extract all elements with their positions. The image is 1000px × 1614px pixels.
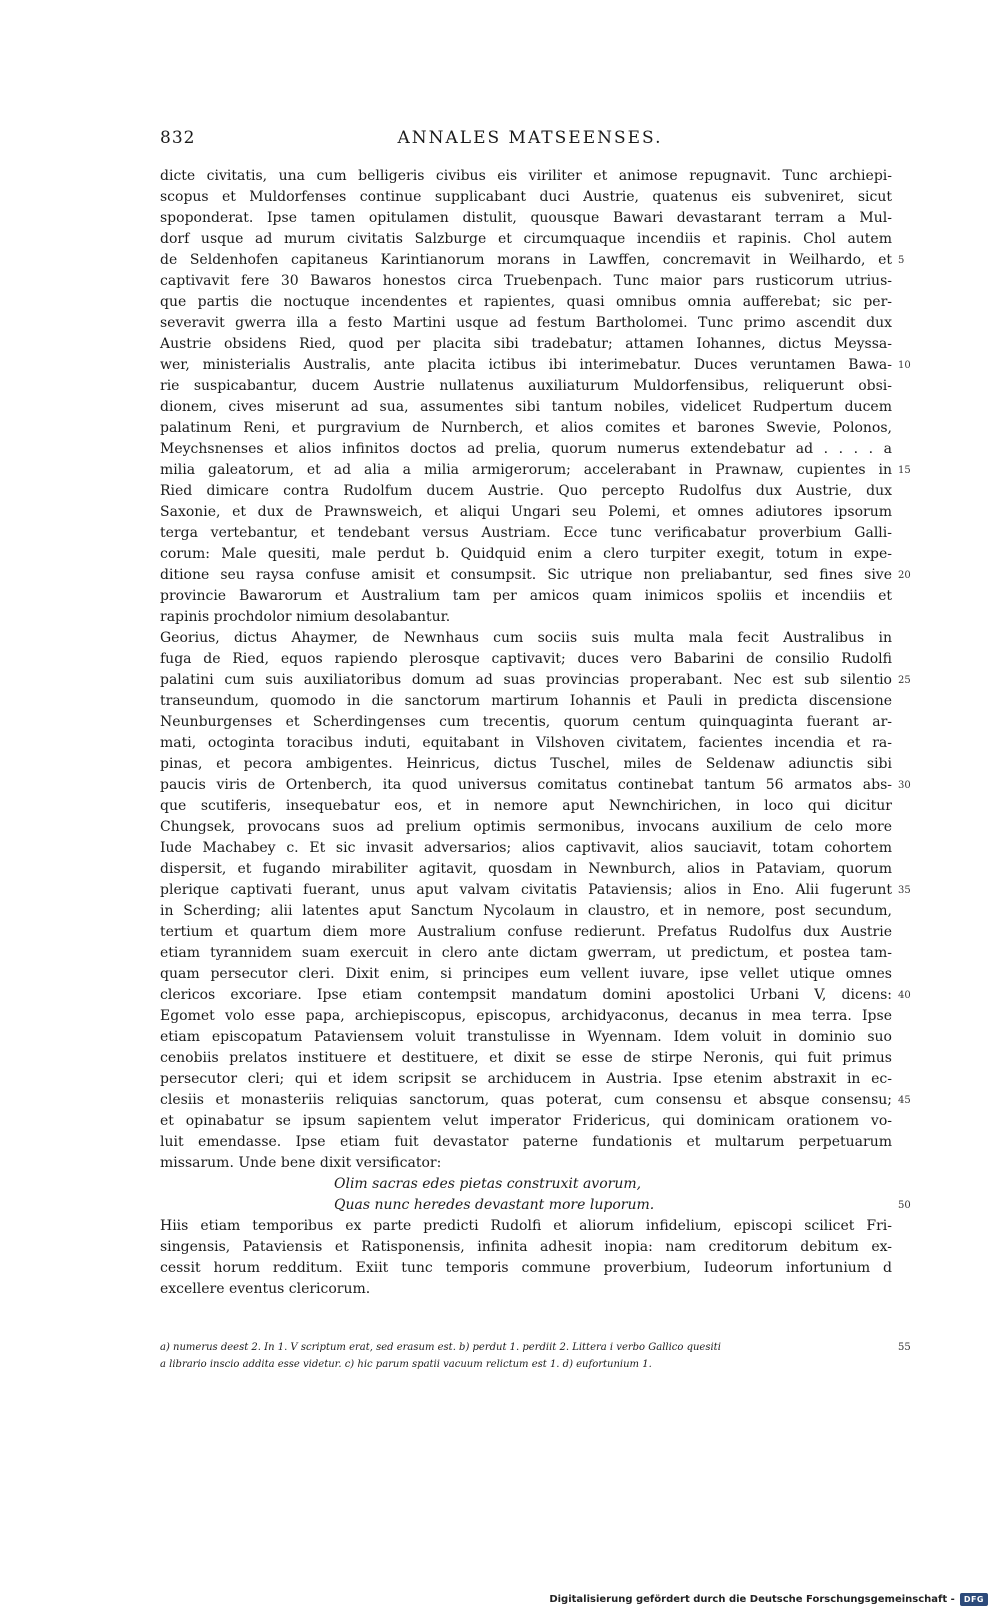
text-line bbox=[160, 166, 892, 187]
line-text: milia galeatorum, et ad alia a milia armigerorum; accelerabant in Prawnaw, cupientes in bbox=[160, 462, 892, 478]
line-text: Georius, dictus Ahaymer, de Newnhaus cum sociis suis multa mala fecit Australibus in bbox=[160, 630, 892, 646]
line-number: 25 bbox=[898, 675, 911, 686]
line-text: Hiis etiam temporibus ex parte predicti Rudolfi et aliorum infidelium, episcopi scilicet Fri- bbox=[160, 1218, 892, 1234]
line-text: Meychsnenses et alios infinitos doctos ad prelia, quorum numerus extendebatur ad . . . . a bbox=[160, 441, 892, 457]
text-line bbox=[160, 1216, 892, 1237]
verse-line bbox=[160, 1195, 911, 1216]
line-text: corum: Male quesiti, male perdut b. Quidquid enim a clero turpiter exegit, totum in expe- bbox=[160, 546, 892, 562]
line-text: pinas, et pecora ambigentes. Heinricus, dictus Tuschel, miles de Seldenaw adiunctis sibi bbox=[160, 756, 892, 772]
line-text: dicte civitatis, una cum belligeris civibus eis viriliter et animose repugnavit. Tunc archiepi- bbox=[160, 168, 892, 184]
text-line bbox=[160, 1090, 911, 1111]
line-text: Quas nunc heredes devastant more luporum. bbox=[334, 1197, 655, 1213]
line-number: 15 bbox=[898, 465, 911, 476]
running-title: ANNALES MATSEENSES. bbox=[397, 128, 663, 148]
line-number: 35 bbox=[898, 885, 911, 896]
line-text: plerique captivati fuerant, unus aput valvam civitatis Pataviensis; alios in Eno. Alii fugerunt bbox=[160, 882, 892, 898]
text-line bbox=[160, 586, 892, 607]
text-line bbox=[160, 838, 892, 859]
line-text: que partis die noctuque incendentes et rapientes, quasi omnibus omnia aufferebat; sic per- bbox=[160, 294, 892, 310]
line-text: tertium et quartum diem more Australium confuse redierunt. Prefatus Rudolfus dux Austrie bbox=[160, 924, 892, 940]
line-number: 45 bbox=[898, 1095, 911, 1106]
text-line bbox=[160, 250, 905, 271]
text-line bbox=[160, 1258, 892, 1279]
digitization-credit bbox=[549, 1591, 988, 1607]
text-line bbox=[160, 775, 911, 796]
text-line bbox=[160, 922, 892, 943]
text-line bbox=[160, 880, 911, 901]
text-line bbox=[160, 985, 911, 1006]
text-line bbox=[160, 754, 892, 775]
line-text: Chungsek, provocans suos ad prelium optimis sermonibus, invocans auxilium de celo more bbox=[160, 819, 892, 835]
line-number: 20 bbox=[898, 570, 911, 581]
text-line bbox=[160, 334, 892, 355]
line-text: wer, ministerialis Australis, ante placita ictibus ibi interimebatur. Duces veruntamen Bawa- bbox=[160, 357, 892, 373]
text-line bbox=[160, 964, 892, 985]
line-text: paucis viris de Ortenberch, ita quod universus comitatus continebat tantum 56 armatos abs- bbox=[160, 777, 892, 793]
line-text: Saxonie, et dux de Prawnsweich, et aliqui Ungari seu Polemi, et omnes adiutores ipsorum bbox=[160, 504, 892, 520]
line-number: 40 bbox=[898, 990, 911, 1001]
text-line bbox=[160, 376, 892, 397]
text-line bbox=[160, 607, 892, 628]
credit-text: Digitalisierung gefördert durch die Deutsche Forschungsgemeinschaft - bbox=[549, 1593, 955, 1605]
body-text bbox=[160, 166, 911, 1300]
line-text: Olim sacras edes pietas construxit avorum, bbox=[334, 1176, 642, 1192]
text-line bbox=[160, 691, 892, 712]
line-text: dorf usque ad murum civitatis Salzburge et circumquaque incendiis et rapinis. Chol autem bbox=[160, 231, 892, 247]
line-text: missarum. Unde bene dixit versificator: bbox=[160, 1155, 442, 1171]
text-line bbox=[160, 397, 892, 418]
line-text: que scutiferis, insequebatur eos, et in nemore aput Newnchirichen, in loco qui dicitur bbox=[160, 798, 892, 814]
text-line bbox=[160, 481, 892, 502]
text-line bbox=[160, 544, 892, 565]
line-text: quam persecutor cleri. Dixit enim, si principes eum vellent iuvare, ipse vellet utique omnes bbox=[160, 966, 892, 982]
line-text: provincie Bawarorum et Australium tam per amicos quam inimicos spoliis et incendiis et bbox=[160, 588, 892, 604]
text-line bbox=[160, 1027, 892, 1048]
line-text: Ried dimicare contra Rudolfum ducem Austrie. Quo percepto Rudolfus dux Austrie, dux bbox=[160, 483, 892, 499]
text-line bbox=[160, 1069, 892, 1090]
text-line bbox=[160, 229, 892, 250]
text-line bbox=[160, 1153, 892, 1174]
line-number: 5 bbox=[898, 255, 905, 266]
footnote-line bbox=[160, 1339, 911, 1356]
line-text: etiam tyrannidem suam exercuit in clero ante dictam gwerram, ut predictum, et postea tam- bbox=[160, 945, 892, 961]
page-header bbox=[160, 128, 900, 158]
text-line bbox=[160, 460, 911, 481]
text-line bbox=[160, 859, 892, 880]
text-line bbox=[160, 208, 892, 229]
text-line bbox=[160, 649, 892, 670]
text-line bbox=[160, 292, 892, 313]
line-text: severavit gwerra illa a festo Martini usque ad festum Bartholomei. Tunc primo ascendit dux bbox=[160, 315, 892, 331]
text-line bbox=[160, 901, 892, 922]
text-line bbox=[160, 439, 892, 460]
line-text: rie suspicabantur, ducem Austrie nullatenus auxiliaturum Muldorfensibus, reliquerunt obsi- bbox=[160, 378, 892, 394]
text-line bbox=[160, 187, 892, 208]
line-text: spoponderat. Ipse tamen opitulamen distulit, quousque Bawari devastarant terram a Mul- bbox=[160, 210, 892, 226]
line-text: etiam episcopatum Pataviensem voluit transtulisse in Wyennam. Idem voluit in dominio suo bbox=[160, 1029, 892, 1045]
page-number: 832 bbox=[160, 128, 196, 148]
line-text: mati, octoginta toracibus induti, equitabant in Vilshoven civitatem, facientes incendia et ra- bbox=[160, 735, 892, 751]
text-line bbox=[160, 733, 892, 754]
line-number: 10 bbox=[898, 360, 911, 371]
line-text: clesiis et monasteriis reliquias sanctorum, quas poterat, cum consensu et absque consensu; bbox=[160, 1092, 892, 1108]
line-text: palatini cum suis auxiliatoribus domum ad suas provincias properabant. Nec est sub silentio bbox=[160, 672, 892, 688]
text-line bbox=[160, 1132, 892, 1153]
line-text: Neunburgenses et Scherdingenses cum trecentis, quorum centum quinquaginta fuerant ar- bbox=[160, 714, 892, 730]
text-line bbox=[160, 670, 911, 691]
line-text: terga vertebantur, et tendebant versus Austriam. Ecce tunc verificabatur proverbium Galli- bbox=[160, 525, 892, 541]
line-text: rapinis prochdolor nimium desolabantur. bbox=[160, 609, 451, 625]
line-text: Austrie obsidens Ried, quod per placita sibi tradebatur; attamen Iohannes, dictus Meyssa- bbox=[160, 336, 892, 352]
dfg-logo: DFG bbox=[960, 1593, 988, 1606]
line-number: 50 bbox=[898, 1200, 911, 1211]
line-text: fuga de Ried, equos rapiendo plerosque captivavit; duces vero Babarini de consilio Rudolfi bbox=[160, 651, 892, 667]
text-line bbox=[160, 1111, 892, 1132]
text-line bbox=[160, 418, 892, 439]
text-line bbox=[160, 565, 911, 586]
line-text: et opinabatur se ipsum sapientem velut imperator Fridericus, qui dominicam orationem vo- bbox=[160, 1113, 892, 1129]
text-line bbox=[160, 271, 892, 292]
line-number: 55 bbox=[898, 1342, 911, 1353]
line-text: cessit horum redditum. Exiit tunc temporis commune proverbium, Iudeorum infortunium d bbox=[160, 1260, 892, 1276]
text-line bbox=[160, 1279, 892, 1300]
line-text: clericos excoriare. Ipse etiam contempsit mandatum domini apostolici Urbani V, dicens: bbox=[160, 987, 892, 1003]
text-line bbox=[160, 943, 892, 964]
line-text: excellere eventus clericorum. bbox=[160, 1281, 371, 1297]
text-line bbox=[160, 817, 892, 838]
line-text: singensis, Pataviensis et Ratisponensis, infinita adhesit inopia: nam creditorum debitum ex- bbox=[160, 1239, 892, 1255]
line-text: de Seldenhofen capitaneus Karintianorum morans in Lawffen, concremavit in Weilhardo, et bbox=[160, 252, 892, 268]
text-line bbox=[160, 1048, 892, 1069]
verse-line bbox=[160, 1174, 892, 1195]
text-line bbox=[160, 796, 892, 817]
text-line bbox=[160, 712, 892, 733]
line-text: scopus et Muldorfenses continue supplicabant duci Austrie, quatenus eis subveniret, sicut bbox=[160, 189, 892, 205]
line-text: transeundum, quomodo in die sanctorum martirum Iohannis et Pauli in predicta discensione bbox=[160, 693, 892, 709]
line-text: dionem, cives miserunt ad sua, assumentes sibi tantum nobiles, videlicet Rudpertum ducem bbox=[160, 399, 892, 415]
text-line bbox=[160, 502, 892, 523]
line-number: 30 bbox=[898, 780, 911, 791]
footnote-text: a) numerus deest 2. In 1. V scriptum erat, sed erasum est. b) perdut 1. perdiit 2. Littera i verbo Gallico quesiti bbox=[160, 1342, 721, 1353]
line-text: persecutor cleri; qui et idem scripsit se archiducem in Austria. Ipse etenim abstraxit in ec- bbox=[160, 1071, 892, 1087]
line-text: Egomet volo esse papa, archiepiscopus, episcopus, archidyaconus, decanus in mea terra. Ipse bbox=[160, 1008, 892, 1024]
line-text: palatinum Reni, et purgravium de Nurnberch, et alios comites et barones Swevie, Polonos, bbox=[160, 420, 892, 436]
footnote-text: a librario inscio addita esse videtur. c) hic parum spatii vacuum relictum est 1. d) eufortunium 1. bbox=[160, 1359, 652, 1370]
footnote-line bbox=[160, 1356, 892, 1373]
line-text: in Scherding; alii latentes aput Sanctum Nycolaum in claustro, et in nemore, post secundum, bbox=[160, 903, 892, 919]
line-text: captivavit fere 30 Bawaros honestos circa Truebenpach. Tunc maior pars rusticorum utrius- bbox=[160, 273, 892, 289]
line-text: ditione seu raysa confuse amisit et consumpsit. Sic utrique non preliabantur, sed fines sive bbox=[160, 567, 892, 583]
text-line bbox=[160, 313, 892, 334]
line-text: dispersit, et fugando mirabiliter agitavit, quosdam in Newnburch, alios in Pataviam, quorum bbox=[160, 861, 892, 877]
text-line bbox=[160, 1006, 892, 1027]
text-line bbox=[160, 523, 892, 544]
text-line bbox=[160, 355, 911, 376]
line-text: cenobiis prelatos instituere et destituere, et dixit se esse de stirpe Neronis, qui fuit primus bbox=[160, 1050, 892, 1066]
footnotes bbox=[160, 1339, 911, 1373]
line-text: Iude Machabey c. Et sic invasit adversarios; alios captivavit, alios sauciavit, totam cohortem bbox=[160, 840, 892, 856]
text-line bbox=[160, 628, 892, 649]
line-text: luit emendasse. Ipse etiam fuit devastator paterne fundationis et multarum perpetuarum bbox=[160, 1134, 892, 1150]
text-line bbox=[160, 1237, 892, 1258]
